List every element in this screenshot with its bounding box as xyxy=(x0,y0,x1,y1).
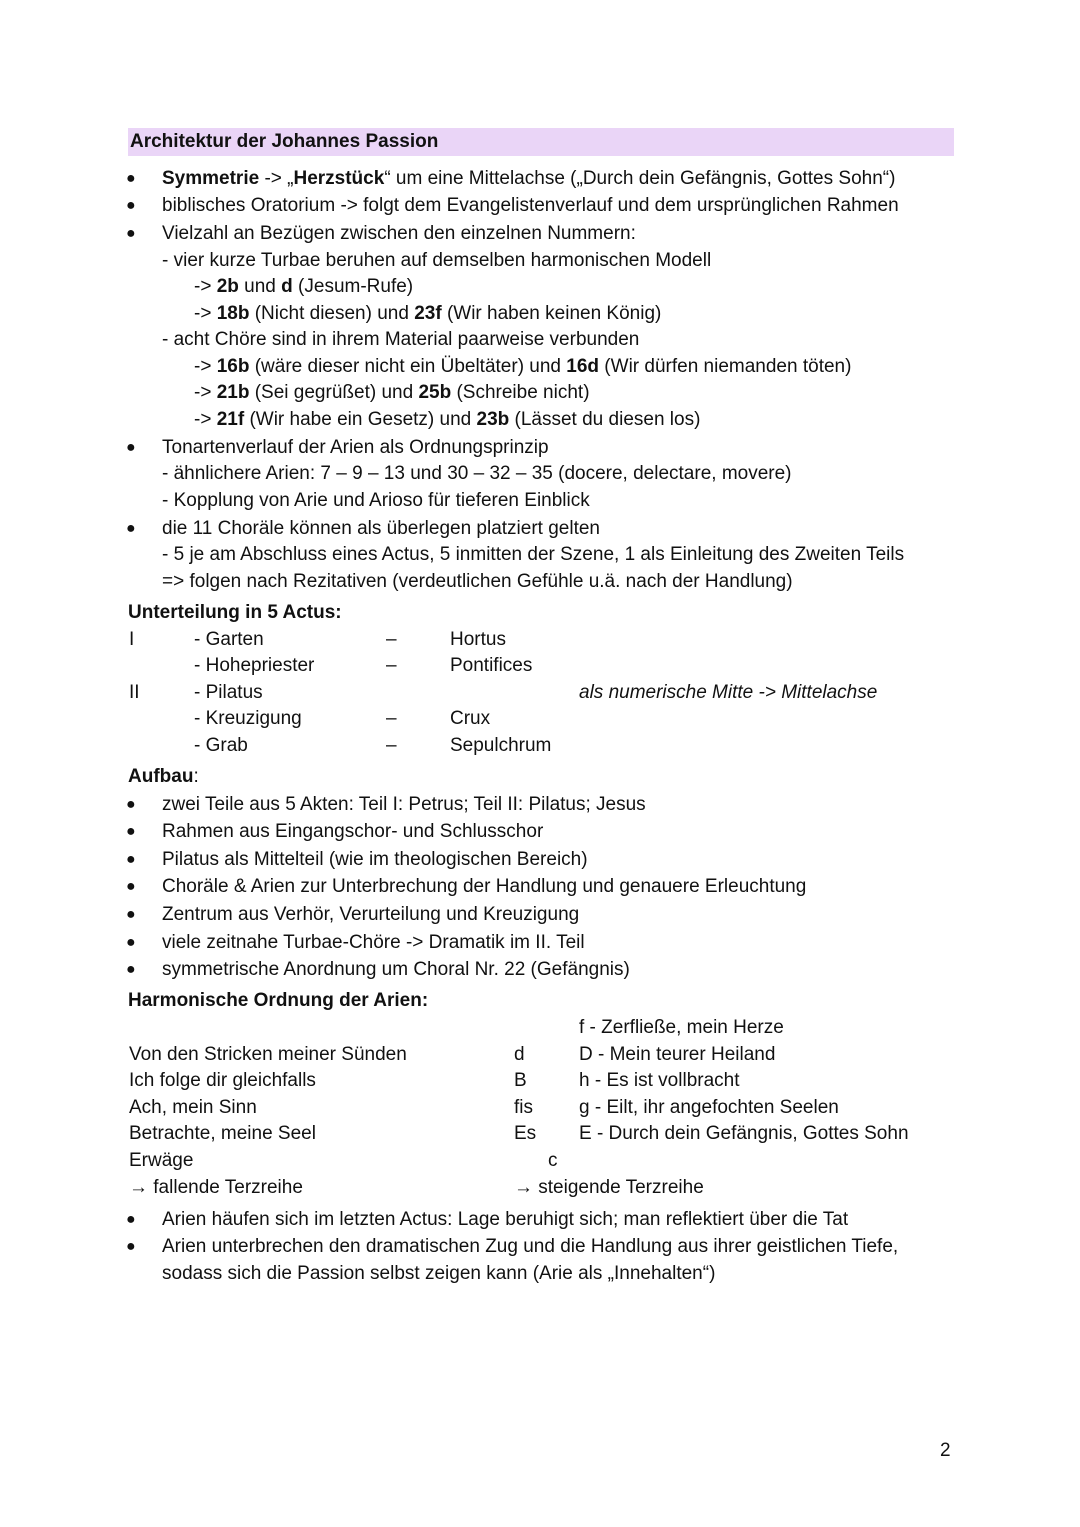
aufbau-item: viele zeitnahe Turbae-Chöre -> Dramatik im II. Teil xyxy=(162,932,585,953)
aria-key: c xyxy=(548,1150,558,1171)
actus-num: I xyxy=(129,629,135,650)
aria-left: Ach, mein Sinn xyxy=(129,1097,257,1118)
aufbau-item: Choräle & Arien zur Unterbrechung der Handlung und genauere Erleuchtung xyxy=(162,876,807,897)
aria-right: h - Es ist vollbracht xyxy=(579,1070,740,1091)
bullet-dot: ● xyxy=(126,851,136,868)
bullet-bezuege: Vielzahl an Bezügen zwischen den einzelnen Nummern: xyxy=(162,223,636,244)
bullet-dot: ● xyxy=(126,197,136,214)
aufbau-item: symmetrische Anordnung um Choral Nr. 22 (Gefängnis) xyxy=(162,959,630,980)
text: -> „ xyxy=(259,168,294,189)
aria-right: D - Mein teurer Heiland xyxy=(579,1044,776,1065)
actus-de: - Grab xyxy=(194,735,248,756)
aria-left: Von den Stricken meiner Sünden xyxy=(129,1044,407,1065)
bullet-dot: ● xyxy=(126,225,136,242)
actus-dash: – xyxy=(386,708,397,729)
actus-dash: – xyxy=(386,629,397,650)
bullet-oratorium: biblisches Oratorium -> folgt dem Evangelistenverlauf und dem ursprünglichen Rahmen xyxy=(162,195,899,216)
aria-left: Erwäge xyxy=(129,1150,194,1171)
aria-right: g - Eilt, ihr angefochten Seelen xyxy=(579,1097,839,1118)
actus-lat: Crux xyxy=(450,708,491,729)
sub-arien: - ähnlichere Arien: 7 – 9 – 13 und 30 – 32 – 35 (docere, delectare, movere) xyxy=(162,463,792,484)
bullet-dot: ● xyxy=(126,796,136,813)
aufbau-item: Rahmen aus Eingangschor- und Schlusschor xyxy=(162,821,544,842)
sub-choere: - acht Chöre sind in ihrem Material paarweise verbunden xyxy=(162,329,640,350)
bullet-dot: ● xyxy=(126,878,136,895)
ref-line: -> 16b (wäre dieser nicht ein Übeltäter) und 16d (Wir dürfen niemanden töten) xyxy=(194,356,852,377)
aria-key: B xyxy=(514,1070,527,1091)
falling-thirds: → fallende Terzreihe xyxy=(129,1177,303,1198)
bullet-dot: ● xyxy=(126,1238,136,1255)
aufbau-item: zwei Teile aus 5 Akten: Teil I: Petrus; Teil II: Pilatus; Jesus xyxy=(162,794,646,815)
aria-left: Ich folge dir gleichfalls xyxy=(129,1070,316,1091)
aria-key: Es xyxy=(514,1123,537,1144)
bullet-arien-unterbrechen: Arien unterbrechen den dramatischen Zug und die Handlung aus ihrer geistlichen Tiefe, xyxy=(162,1236,899,1257)
bullet-dot: ● xyxy=(126,520,136,537)
section-heading: Architektur der Johannes Passion xyxy=(128,128,954,156)
aufbau-item: Zentrum aus Verhör, Verurteilung und Kreuzigung xyxy=(162,904,580,925)
aria-left: Betrachte, meine Seel xyxy=(129,1123,316,1144)
subheading-unterteilung: Unterteilung in 5 Actus: xyxy=(128,602,342,623)
bullet-choraele: die 11 Choräle können als überlegen platziert gelten xyxy=(162,518,601,539)
sub-turbae: - vier kurze Turbae beruhen auf demselben harmonischen Modell xyxy=(162,250,712,271)
ref-line: -> 21f (Wir habe ein Gesetz) und 23b (Lässet du diesen los) xyxy=(194,409,701,430)
sub-rezitative: => folgen nach Rezitativen (verdeutlichen Gefühle u.ä. nach der Handlung) xyxy=(162,571,793,592)
aria-key: d xyxy=(514,1044,525,1065)
page-number: 2 xyxy=(940,1440,951,1461)
ref-line: -> 2b und d (Jesum-Rufe) xyxy=(194,276,414,297)
bullet-dot: ● xyxy=(126,906,136,923)
bullet-dot: ● xyxy=(126,439,136,456)
actus-lat: Pontifices xyxy=(450,655,533,676)
bullet-dot: ● xyxy=(126,934,136,951)
bullet-arien-haeufen: Arien häufen sich im letzten Actus: Lage beruhigt sich; man reflektiert über die Tat xyxy=(162,1209,849,1230)
bullet-dot: ● xyxy=(126,823,136,840)
bullet-dot: ● xyxy=(126,170,136,187)
actus-de: - Garten xyxy=(194,629,264,650)
aria-right: E - Durch dein Gefängnis, Gottes Sohn xyxy=(579,1123,909,1144)
term-herzstueck: Herzstück xyxy=(293,168,385,189)
text: “ um eine Mittelachse („Durch dein Gefängnis, Gottes Sohn“) xyxy=(384,168,896,189)
ref-line: -> 21b (Sei gegrüßet) und 25b (Schreibe nicht) xyxy=(194,382,590,403)
actus-dash: – xyxy=(386,735,397,756)
aria-right: f - Zerfließe, mein Herze xyxy=(579,1017,784,1038)
bullet-symmetrie xyxy=(162,166,895,192)
subheading-aufbau: Aufbau: xyxy=(128,766,199,787)
actus-note: als numerische Mitte -> Mittelachse xyxy=(579,682,878,703)
actus-de: - Pilatus xyxy=(194,682,263,703)
aria-key: fis xyxy=(514,1097,533,1118)
actus-lat: Hortus xyxy=(450,629,506,650)
actus-de: - Kreuzigung xyxy=(194,708,302,729)
actus-num: II xyxy=(129,682,140,703)
actus-lat: Sepulchrum xyxy=(450,735,552,756)
term-symmetrie: Symmetrie xyxy=(162,168,260,189)
sub-abschluss: - 5 je am Abschluss eines Actus, 5 inmitten der Szene, 1 als Einleitung des Zweiten Teils xyxy=(162,544,905,565)
bullet-arien-unterbrechen-cont: sodass sich die Passion selbst zeigen kann (Arie als „Innehalten“) xyxy=(162,1263,716,1284)
ref-line: -> 18b (Nicht diesen) und 23f (Wir haben keinen König) xyxy=(194,303,662,324)
bullet-dot: ● xyxy=(126,961,136,978)
rising-thirds: → steigende Terzreihe xyxy=(514,1177,704,1198)
aufbau-item: Pilatus als Mittelteil (wie im theologischen Bereich) xyxy=(162,849,588,870)
actus-dash: – xyxy=(386,655,397,676)
bullet-tonarten: Tonartenverlauf der Arien als Ordnungsprinzip xyxy=(162,437,549,458)
subheading-harmonische-ordnung: Harmonische Ordnung der Arien: xyxy=(128,990,429,1011)
actus-de: - Hohepriester xyxy=(194,655,315,676)
bullet-dot: ● xyxy=(126,1211,136,1228)
sub-kopplung: - Kopplung von Arie und Arioso für tieferen Einblick xyxy=(162,490,590,511)
